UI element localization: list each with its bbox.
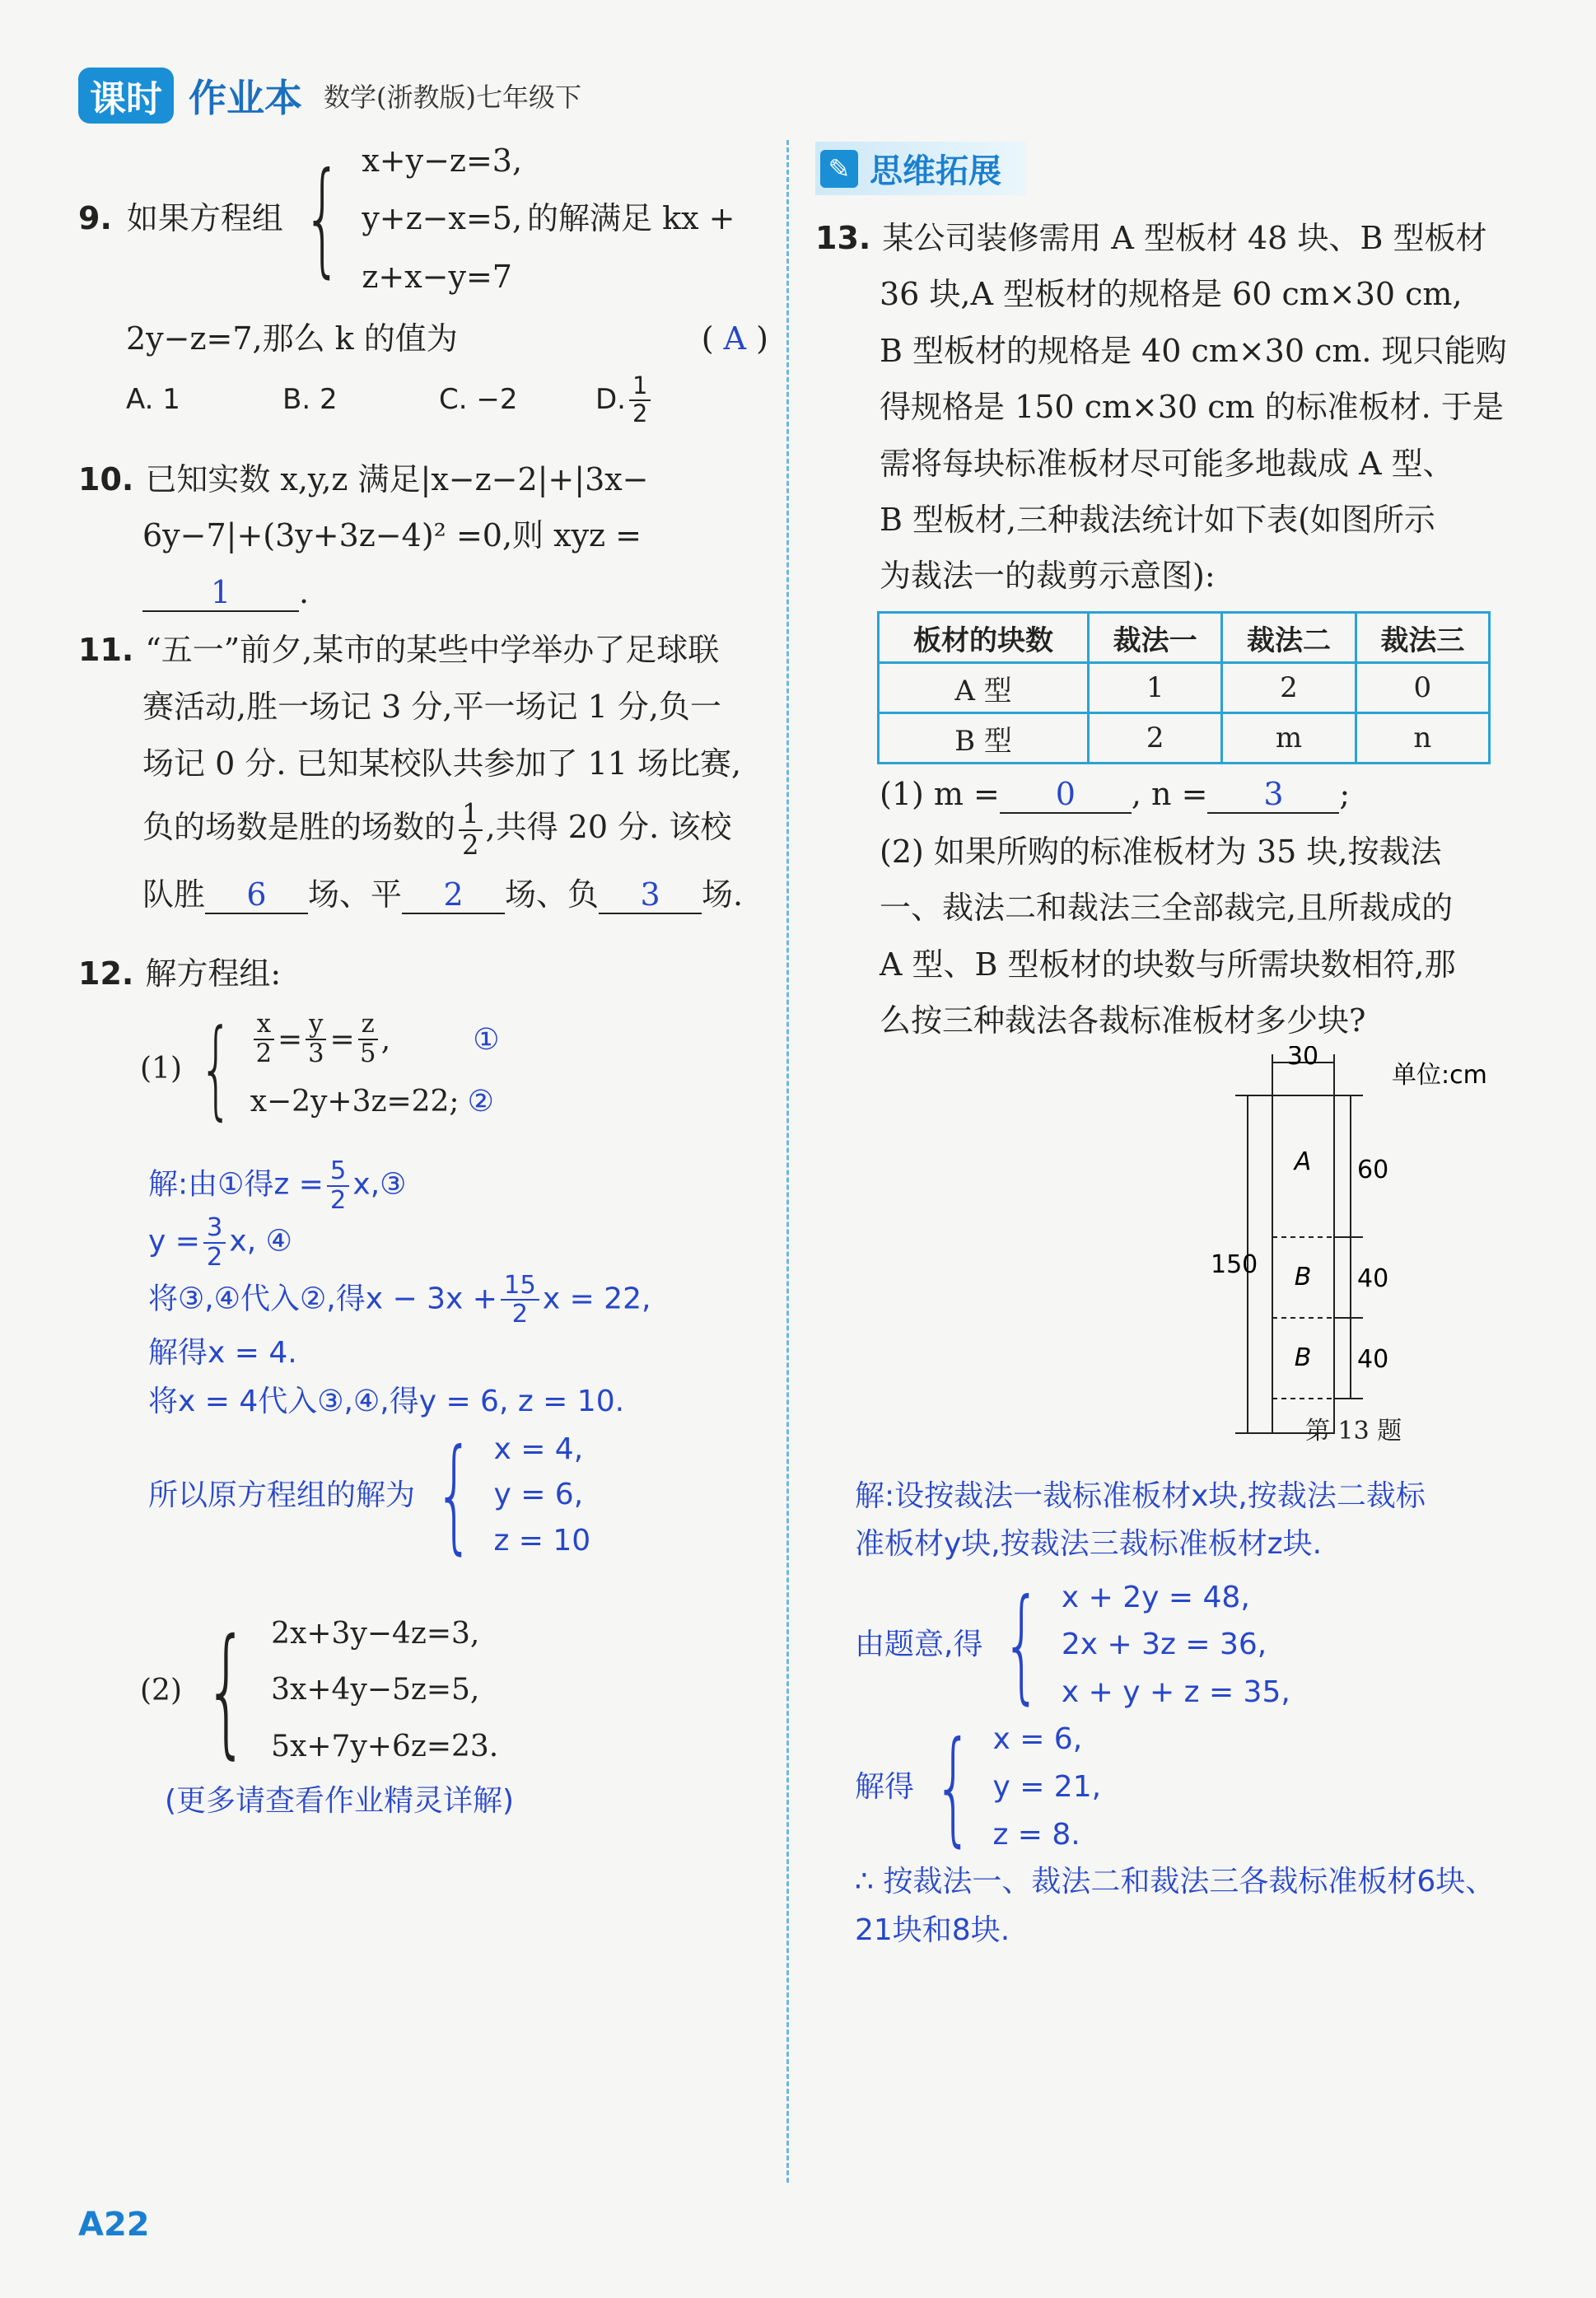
question-11: 11. “五一”前夕,某市的某些中学举办了足球联 赛活动,胜一场记 3 分,平一场记 1 分,负一 场记 0 分. 已知某校队共参加了 11 场比赛, 负的场数是胜的场数的 $\frac{1}{2}$ ,共得 20 分. 该校 队胜 6 场、平 2 场、负 3 场. bbox=[78, 632, 744, 913]
q13-part1: (1) m = 0 , n = 3 ; bbox=[880, 776, 1351, 812]
marker-1: ① bbox=[473, 1022, 500, 1057]
subject: 数学(浙教版)七年级下 bbox=[324, 82, 581, 113]
height-label: 150 bbox=[1211, 1250, 1258, 1279]
width-label: 30 bbox=[1286, 1046, 1319, 1071]
section-title: 思维拓展 bbox=[870, 152, 1001, 190]
brace: { bbox=[434, 1423, 474, 1567]
q11-answer-loss: 3 bbox=[599, 878, 702, 914]
section-header bbox=[815, 142, 1026, 195]
page-number: A22 bbox=[78, 2206, 150, 2244]
q9-options: A. 1 B. 2 C. −2 D. $\frac{1}{2}$ bbox=[126, 373, 762, 427]
q13-answer-n: 3 bbox=[1207, 778, 1339, 814]
q9-system: x+y−z=3, y+z−x=5, z+x−y=7 bbox=[362, 142, 523, 295]
column-divider bbox=[786, 140, 789, 2183]
more-details-link[interactable]: (更多请查看作业精灵详解) bbox=[165, 1784, 515, 1818]
q13-answer-m: 0 bbox=[1000, 778, 1132, 814]
marker-2: ② bbox=[467, 1084, 494, 1119]
brace: { bbox=[1002, 1573, 1043, 1717]
q11-answer-win: 6 bbox=[205, 878, 308, 914]
brace: { bbox=[204, 1609, 250, 1773]
table-row: A 型 1 2 0 bbox=[879, 663, 1490, 713]
brace: { bbox=[933, 1715, 973, 1859]
question-12: 12. 解方程组: bbox=[78, 955, 282, 992]
b-label: B bbox=[1294, 1263, 1312, 1291]
question-9: 9. 如果方程组 { x+y−z=3, y+z−x=5, z+x−y=7 的解满足 kx + 2y−z=7,那么 k 的值为 ( A ) A. 1 B. 2 C. −2 D. $\frac{1}{2}$ bbox=[78, 132, 762, 427]
question-13: 13. 某公司装修需用 A 型板材 48 块、B 型板材 36 块,A 型板材的规格是 60 cm×30 cm, B 型板材的规格是 40 cm×30 cm. 现只能购 得规格是 150 cm×30 cm 的标准板材. 于是 需将每块标准板材尽可能多地裁成 A 型、 B 型板材,三种裁法统计如下表(如图所示 为裁法一的裁剪示意图): bbox=[815, 220, 1507, 595]
q12-part1: (1) { $\frac{x}{2}$ = $\frac{y}{3}$ = $\frac{z}{5}$ , ① x−2y+3z=22; ② bbox=[140, 1006, 500, 1131]
figure-caption: 第 13 题 bbox=[1305, 1417, 1402, 1446]
q13-solution: 解:设按裁法一裁标准板材x块,按裁法二裁标 准板材y块,按裁法三裁标准板材z块. 由题意,得 { x + 2y = 48, 2x + 3z = 36, x + y + z = 35, 解得 { x = 6, y = 21, z = 8. ∴ 按裁法一、裁法二和裁法三各裁标准板材6块、 21块和8块. bbox=[855, 1479, 1496, 1947]
q9-answer-paren: ( A ) bbox=[701, 320, 768, 357]
brace: { bbox=[198, 1006, 234, 1131]
fraction: $\frac{1}{2}$ bbox=[629, 373, 651, 427]
q13-part2: (2) 如果所购的标准板材为 35 块,按裁法 一、裁法二和裁法三全部裁完,且所裁成的 A 型、B 型板材的块数与所需块数相符,那 么按三种裁法各裁标准板材多少块? bbox=[880, 834, 1456, 1039]
b2-length: 40 bbox=[1357, 1345, 1389, 1374]
q11-answer-draw: 2 bbox=[402, 878, 505, 914]
q12-part2: (2) { 2x+3y−4z=3, 3x+4y−5z=5, 5x+7y+6z=23. bbox=[140, 1609, 499, 1773]
header bbox=[78, 68, 581, 124]
a-label: A bbox=[1294, 1147, 1312, 1176]
cutting-table bbox=[877, 611, 1491, 764]
unit-label: 单位:cm bbox=[1392, 1061, 1487, 1090]
pencil-icon: ✎ bbox=[820, 150, 858, 188]
q9-answer: A bbox=[723, 320, 747, 357]
brace: { bbox=[302, 147, 343, 291]
b-label: B bbox=[1294, 1343, 1312, 1372]
b1-length: 40 bbox=[1357, 1264, 1389, 1293]
a-length: 60 bbox=[1357, 1156, 1389, 1184]
q12-solution: 解:由①得z = $\frac{5}{2}$ x,③ y = $\frac{3}{2}$ x, ④ 将③,④代入②,得x − 3x + $\frac{15}{2}$ x = 22, 解得x = 4. 将x = 4代入③,④,得y = 6, z = 10. 所以原方程组的解为 { x = 4, y = 6, z = 10 bbox=[148, 1156, 651, 1567]
table-header-row: 板材的块数 裁法一 裁法二 裁法三 bbox=[879, 613, 1490, 663]
q10-answer: 1 bbox=[142, 576, 299, 612]
logo: 课时 bbox=[78, 68, 174, 124]
table-row: B 型 2 m n bbox=[879, 713, 1490, 764]
cutting-diagram bbox=[1202, 1046, 1548, 1458]
question-10: 10. 已知实数 x,y,z 满足|x−z−2|+|3x− 6y−7|+(3y+3z−4)² =0,则 xyz = 1 . bbox=[78, 461, 649, 610]
book-title: 作业本 bbox=[189, 76, 302, 120]
fraction: $\frac{1}{2}$ bbox=[459, 800, 483, 860]
